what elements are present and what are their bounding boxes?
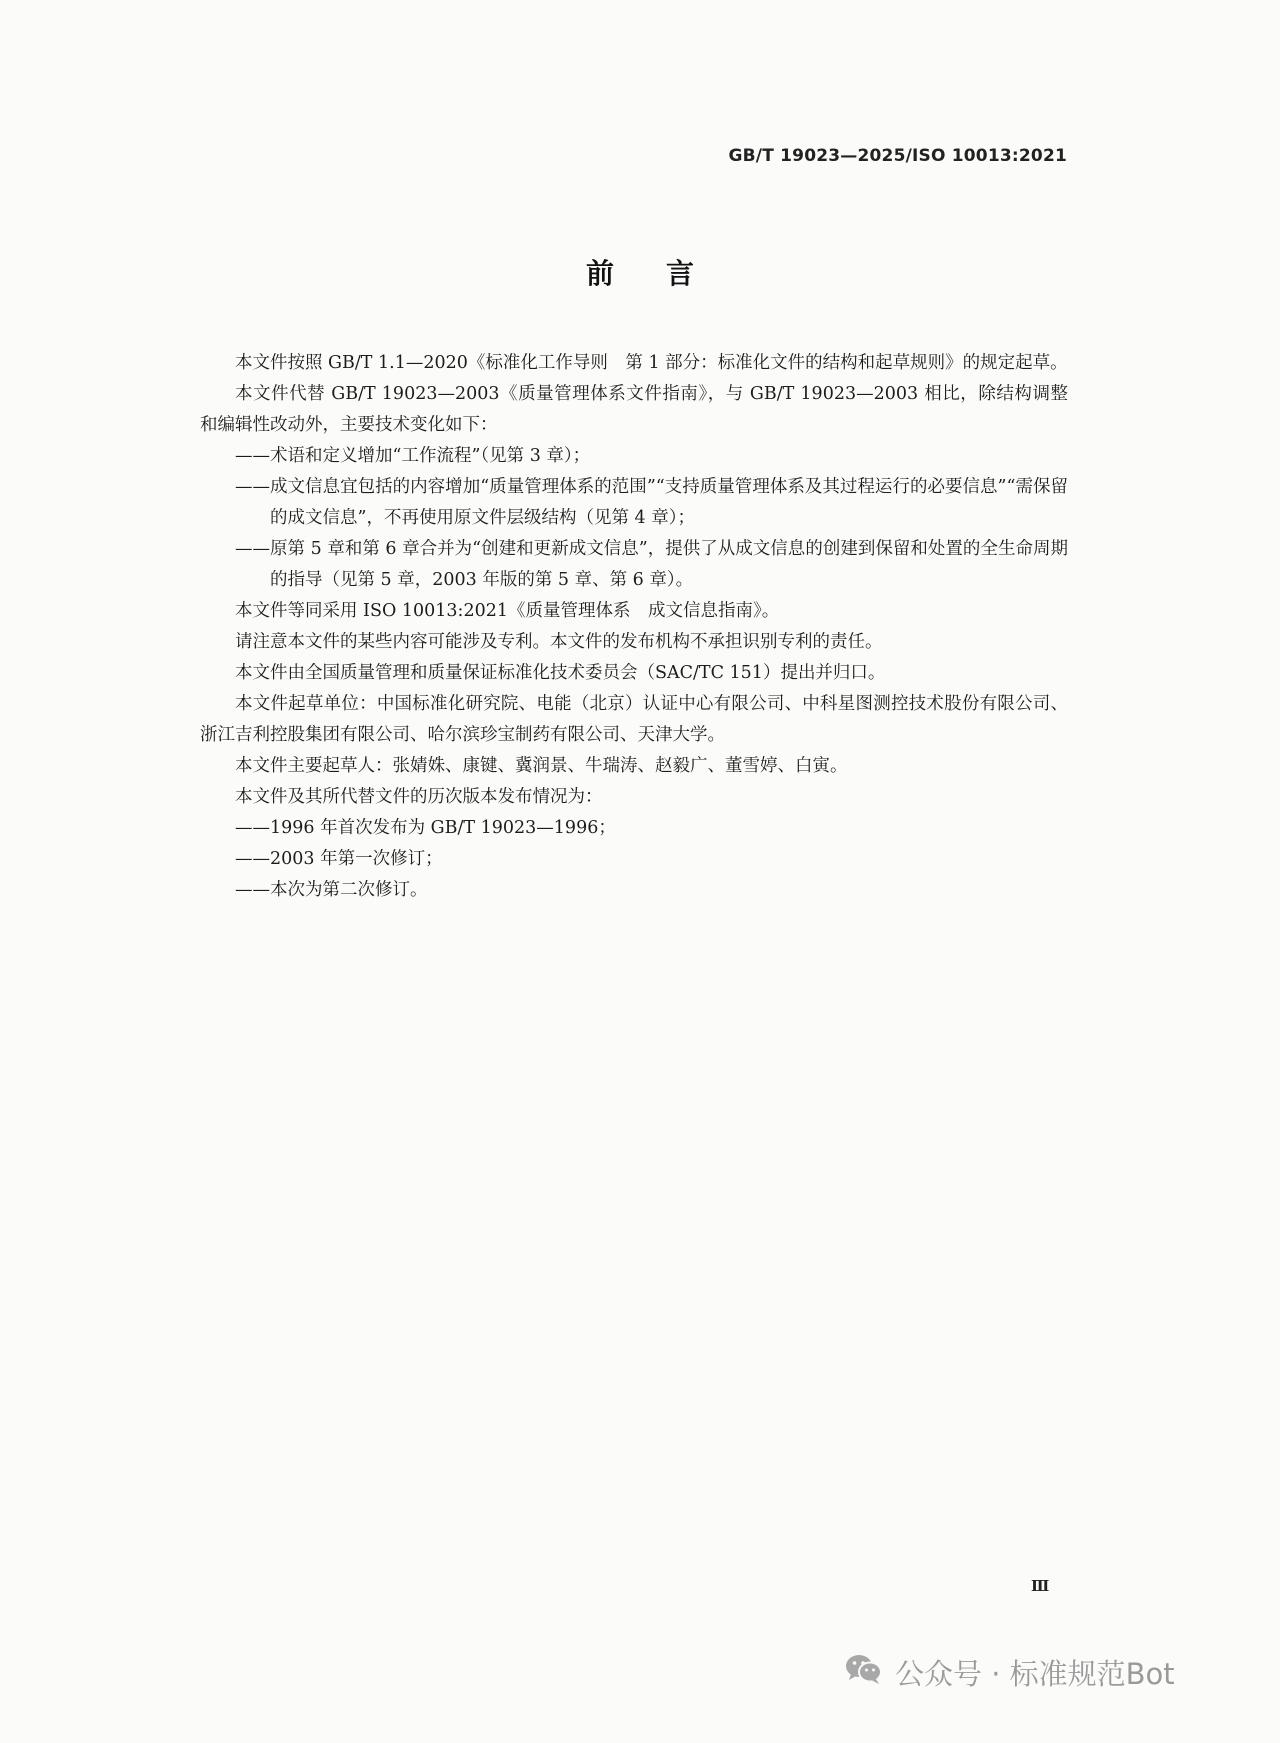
paragraph-patent-notice: 请注意本文件的某些内容可能涉及专利。本文件的发布机构不承担识别专利的责任。 (235, 632, 883, 652)
paragraph-replaces: 本文件代替 GB/T 19023—2003《质量管理体系文件指南》，与 GB/T 19023—2003 相比，除结构调整和编辑性改动外，主要技术变化如下： (200, 384, 1068, 435)
list-item-history-3: ——本次为第二次修订。 (235, 880, 428, 900)
document-code: GB/T 19023—2025/ISO 10013:2021 (728, 146, 1067, 166)
list-item-change-3: ——原第 5 章和第 6 章合并为“创建和更新成文信息”，提供了从成文信息的创建到保留和处置的全生命周期的指导（见第 5 章，2003 年版的第 5 章、第 6 章）。 (235, 539, 1068, 590)
list-item-change-2: ——成文信息宜包括的内容增加“质量管理体系的范围”“支持质量管理体系及其过程运行的必要信息”“需保留的成文信息”，不再使用原文件层级结构（见第 4 章）； (235, 477, 1068, 528)
watermark (845, 1652, 1175, 1693)
paragraph-drafting-rules: 本文件按照 GB/T 1.1—2020《标准化工作导则 第 1 部分：标准化文件的结构和起草规则》的规定起草。 (235, 353, 1068, 373)
list-item-history-2: ——2003 年第一次修订； (235, 849, 443, 869)
foreword-body (200, 348, 1068, 906)
list-item-change-1: ——术语和定义增加“工作流程”（见第 3 章）； (235, 446, 591, 466)
paragraph-proposer: 本文件由全国质量管理和质量保证标准化技术委员会（SAC/TC 151）提出并归口。 (235, 663, 886, 683)
page-title: 前言 (585, 257, 746, 290)
paragraph-adoption: 本文件等同采用 ISO 10013:2021《质量管理体系 成文信息指南》。 (235, 601, 780, 621)
list-item-history-1: ——1996 年首次发布为 GB/T 19023—1996； (235, 818, 616, 838)
page-number: Ⅲ (1031, 1577, 1050, 1595)
paragraph-history-intro: 本文件及其所代替文件的历次版本发布情况为： (235, 787, 603, 807)
watermark-text: 公众号 · 标准规范Bot (895, 1657, 1175, 1691)
paragraph-drafters: 本文件主要起草人：张婧姝、康键、冀润景、牛瑞涛、赵毅广、董雪婷、白寅。 (235, 756, 848, 776)
paragraph-drafting-units: 本文件起草单位：中国标准化研究院、电能（北京）认证中心有限公司、中科星图测控技术股份有限公司、浙江吉利控股集团有限公司、哈尔滨珍宝制药有限公司、天津大学。 (200, 694, 1068, 745)
wechat-icon (845, 1653, 883, 1692)
